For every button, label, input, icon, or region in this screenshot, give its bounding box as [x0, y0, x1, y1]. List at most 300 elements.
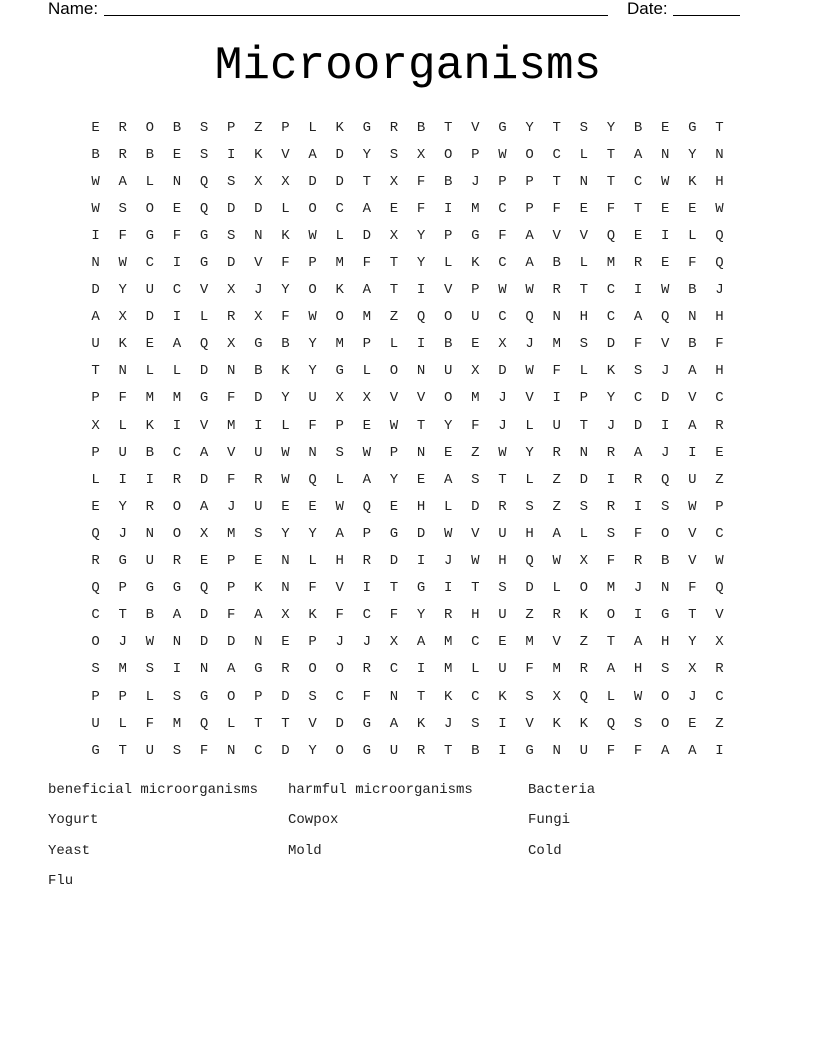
grid-cell: U: [254, 498, 263, 515]
grid-cell: C: [335, 688, 344, 705]
grid-cell: G: [335, 363, 344, 380]
grid-cell: U: [91, 336, 100, 353]
grid-cell: C: [715, 525, 724, 542]
grid-cell: S: [118, 200, 127, 217]
grid-cell: L: [199, 309, 209, 326]
grid-cell: T: [443, 119, 453, 136]
grid-cell: E: [715, 444, 724, 461]
grid-cell: T: [579, 417, 589, 434]
grid-cell: I: [633, 607, 643, 624]
grid-cell: L: [226, 715, 236, 732]
grid-cell: F: [606, 200, 616, 217]
grid-cell: O: [443, 390, 453, 407]
grid-cell: X: [199, 525, 209, 542]
grid-cell: V: [471, 525, 480, 542]
grid-cell: F: [118, 390, 127, 407]
grid-cell: P: [281, 119, 290, 136]
grid-cell: J: [498, 417, 507, 434]
grid-cell: O: [172, 498, 182, 515]
grid-cell: X: [91, 417, 100, 434]
grid-cell: N: [660, 580, 670, 597]
grid-cell: A: [525, 227, 534, 244]
grid-cell: T: [633, 200, 643, 217]
grid-cell: I: [633, 498, 643, 515]
grid-cell: U: [579, 742, 589, 759]
grid-cell: W: [471, 553, 480, 570]
grid-cell: T: [606, 173, 616, 190]
grid-cell: V: [335, 580, 344, 597]
grid-cell: D: [389, 553, 399, 570]
grid-cell: T: [118, 742, 127, 759]
grid-cell: K: [688, 173, 697, 190]
grid-cell: O: [226, 688, 236, 705]
grid-cell: A: [91, 309, 100, 326]
grid-cell: J: [226, 498, 236, 515]
grid-cell: M: [606, 255, 616, 272]
grid-cell: Y: [443, 417, 453, 434]
grid-cell: R: [362, 553, 372, 570]
grid-cell: X: [416, 146, 426, 163]
grid-cell: A: [633, 634, 643, 651]
grid-cell: M: [471, 390, 480, 407]
grid-cell: Q: [715, 255, 724, 272]
grid-cell: C: [606, 282, 616, 299]
grid-cell: B: [145, 607, 155, 624]
grid-cell: S: [633, 363, 643, 380]
grid-cell: Y: [281, 282, 290, 299]
grid-cell: U: [443, 363, 453, 380]
grid-cell: E: [443, 444, 453, 461]
grid-cell: F: [308, 580, 317, 597]
grid-cell: Y: [308, 742, 317, 759]
grid-cell: F: [226, 607, 236, 624]
grid-cell: F: [688, 255, 697, 272]
grid-cell: L: [579, 146, 589, 163]
word-list-item: beneficial microorganisms: [48, 782, 259, 798]
grid-cell: D: [335, 715, 344, 732]
grid-cell: P: [389, 444, 399, 461]
grid-cell: D: [471, 498, 480, 515]
grid-cell: F: [308, 417, 317, 434]
grid-cell: D: [633, 417, 643, 434]
grid-cell: G: [254, 336, 263, 353]
grid-cell: O: [525, 146, 534, 163]
grid-cell: I: [254, 417, 263, 434]
grid-cell: T: [715, 119, 724, 136]
grid-cell: B: [145, 146, 155, 163]
grid-cell: C: [633, 390, 643, 407]
grid-cell: Z: [254, 119, 263, 136]
grid-cell: G: [199, 390, 209, 407]
grid-cell: F: [633, 336, 643, 353]
grid-cell: I: [660, 227, 670, 244]
grid-cell: W: [443, 525, 453, 542]
grid-cell: O: [335, 742, 344, 759]
grid-cell: V: [281, 146, 290, 163]
grid-cell: N: [552, 742, 561, 759]
grid-cell: S: [471, 471, 480, 488]
grid-cell: A: [362, 471, 372, 488]
grid-cell: C: [172, 282, 182, 299]
grid-cell: N: [226, 742, 236, 759]
grid-cell: N: [416, 444, 426, 461]
grid-cell: F: [606, 553, 616, 570]
grid-cell: A: [118, 173, 127, 190]
grid-cell: M: [552, 661, 561, 678]
grid-cell: K: [281, 227, 290, 244]
grid-cell: J: [525, 336, 534, 353]
grid-cell: A: [389, 715, 399, 732]
grid-cell: E: [145, 336, 155, 353]
grid-cell: F: [389, 607, 399, 624]
grid-cell: T: [91, 363, 100, 380]
grid-cell: O: [91, 634, 100, 651]
grid-cell: H: [498, 553, 507, 570]
word-list-item: Bacteria: [528, 782, 596, 798]
grid-cell: X: [715, 634, 724, 651]
grid-cell: L: [389, 336, 399, 353]
grid-cell: S: [172, 742, 182, 759]
grid-cell: F: [281, 255, 290, 272]
grid-cell: V: [199, 417, 209, 434]
grid-cell: A: [308, 146, 317, 163]
grid-cell: I: [715, 742, 724, 759]
grid-cell: A: [226, 661, 236, 678]
grid-cell: B: [688, 336, 697, 353]
grid-cell: X: [552, 688, 561, 705]
grid-cell: H: [525, 525, 534, 542]
grid-cell: I: [416, 282, 426, 299]
grid-cell: S: [579, 336, 589, 353]
grid-cell: F: [226, 390, 236, 407]
grid-cell: L: [471, 661, 480, 678]
grid-cell: E: [308, 498, 317, 515]
grid-cell: Z: [471, 444, 480, 461]
grid-cell: Y: [688, 634, 697, 651]
grid-cell: K: [552, 715, 561, 732]
grid-cell: O: [443, 309, 453, 326]
grid-cell: H: [335, 553, 344, 570]
grid-cell: W: [145, 634, 155, 651]
grid-cell: V: [688, 553, 697, 570]
grid-cell: N: [416, 363, 426, 380]
grid-cell: O: [308, 200, 317, 217]
grid-cell: A: [362, 282, 372, 299]
grid-cell: G: [389, 525, 399, 542]
grid-cell: W: [281, 444, 290, 461]
grid-cell: U: [145, 742, 155, 759]
grid-cell: F: [145, 715, 155, 732]
grid-cell: I: [552, 390, 561, 407]
grid-cell: Y: [389, 471, 399, 488]
grid-cell: I: [688, 444, 697, 461]
grid-cell: D: [199, 634, 209, 651]
puzzle-title: Microorganisms: [214, 40, 602, 92]
word-list-item: Yogurt: [48, 812, 99, 829]
grid-cell: E: [660, 255, 670, 272]
grid-cell: S: [471, 715, 480, 732]
grid-cell: P: [498, 173, 507, 190]
grid-cell: W: [660, 173, 670, 190]
grid-cell: L: [688, 227, 697, 244]
grid-cell: O: [335, 661, 344, 678]
grid-cell: R: [362, 661, 372, 678]
grid-cell: G: [145, 580, 155, 597]
grid-cell: R: [606, 498, 616, 515]
grid-cell: E: [172, 200, 182, 217]
grid-cell: O: [606, 607, 616, 624]
grid-cell: A: [606, 661, 616, 678]
grid-cell: W: [552, 553, 561, 570]
grid-cell: A: [199, 498, 209, 515]
grid-cell: W: [498, 146, 507, 163]
grid-cell: I: [660, 417, 670, 434]
grid-cell: R: [145, 498, 155, 515]
grid-cell: C: [145, 255, 155, 272]
grid-cell: L: [145, 363, 155, 380]
grid-cell: W: [91, 200, 100, 217]
grid-cell: P: [443, 227, 453, 244]
grid-cell: D: [525, 580, 534, 597]
worksheet-header: [48, 0, 740, 20]
grid-cell: I: [172, 255, 182, 272]
grid-cell: X: [281, 173, 290, 190]
grid-cell: L: [525, 417, 534, 434]
grid-cell: A: [335, 525, 344, 542]
grid-cell: S: [254, 525, 263, 542]
grid-cell: T: [443, 742, 453, 759]
grid-cell: W: [118, 255, 127, 272]
grid-cell: R: [172, 553, 182, 570]
grid-cell: A: [688, 417, 697, 434]
grid-cell: P: [118, 688, 127, 705]
grid-cell: N: [254, 634, 263, 651]
grid-cell: R: [552, 444, 561, 461]
grid-cell: F: [525, 661, 534, 678]
grid-cell: W: [715, 553, 724, 570]
grid-cell: G: [91, 742, 100, 759]
grid-cell: S: [199, 119, 209, 136]
grid-cell: A: [552, 525, 561, 542]
grid-cell: U: [498, 607, 507, 624]
grid-cell: S: [498, 580, 507, 597]
grid-cell: C: [362, 607, 372, 624]
word-list-item: Yeast: [48, 842, 91, 859]
name-label: Name:: [48, 0, 99, 18]
grid-cell: E: [91, 119, 100, 136]
grid-cell: R: [172, 471, 182, 488]
grid-cell: U: [254, 444, 263, 461]
grid-cell: L: [579, 525, 589, 542]
grid-cell: C: [552, 146, 561, 163]
grid-cell: H: [715, 363, 724, 380]
grid-cell: L: [579, 363, 589, 380]
grid-cell: P: [254, 688, 263, 705]
grid-cell: P: [91, 390, 100, 407]
word-list: [48, 780, 768, 901]
grid-cell: W: [335, 498, 344, 515]
grid-cell: Y: [308, 525, 317, 542]
grid-cell: R: [606, 444, 616, 461]
grid-cell: Q: [199, 580, 209, 597]
grid-cell: A: [416, 634, 426, 651]
grid-cell: C: [498, 309, 507, 326]
grid-cell: S: [660, 661, 670, 678]
grid-cell: V: [308, 715, 317, 732]
grid-cell: S: [660, 498, 670, 515]
grid-cell: C: [715, 390, 724, 407]
grid-cell: L: [443, 498, 453, 515]
grid-cell: P: [335, 417, 344, 434]
grid-cell: V: [416, 390, 426, 407]
grid-cell: F: [606, 742, 616, 759]
grid-cell: R: [118, 146, 127, 163]
grid-cell: X: [335, 390, 344, 407]
grid-cell: O: [172, 525, 182, 542]
grid-cell: M: [226, 417, 236, 434]
grid-cell: Y: [688, 146, 697, 163]
grid-cell: U: [552, 417, 561, 434]
grid-cell: I: [362, 580, 372, 597]
grid-cell: R: [226, 309, 236, 326]
grid-cell: R: [281, 661, 290, 678]
grid-cell: W: [281, 471, 290, 488]
grid-cell: M: [443, 634, 453, 651]
grid-cell: E: [471, 336, 480, 353]
grid-cell: F: [416, 173, 426, 190]
grid-cell: X: [579, 553, 589, 570]
grid-cell: P: [471, 282, 480, 299]
grid-cell: X: [281, 607, 290, 624]
grid-cell: A: [443, 471, 453, 488]
grid-cell: J: [633, 580, 643, 597]
grid-cell: R: [118, 119, 127, 136]
grid-cell: U: [389, 742, 399, 759]
grid-cell: E: [389, 200, 399, 217]
grid-cell: G: [199, 227, 209, 244]
grid-cell: B: [91, 146, 100, 163]
grid-cell: B: [471, 742, 480, 759]
grid-cell: Q: [199, 173, 209, 190]
grid-cell: V: [525, 715, 534, 732]
grid-cell: Q: [660, 471, 670, 488]
grid-cell: L: [335, 471, 344, 488]
grid-cell: C: [254, 742, 263, 759]
grid-cell: C: [498, 200, 507, 217]
grid-cell: F: [362, 688, 372, 705]
grid-cell: D: [498, 363, 507, 380]
grid-cell: Q: [525, 309, 534, 326]
grid-cell: W: [389, 417, 399, 434]
grid-cell: J: [715, 282, 724, 299]
grid-cell: T: [362, 173, 372, 190]
grid-cell: I: [633, 282, 643, 299]
grid-cell: L: [308, 119, 317, 136]
grid-cell: V: [443, 282, 453, 299]
grid-cell: T: [471, 580, 480, 597]
word-list-item: Flu: [48, 872, 74, 889]
grid-cell: X: [389, 227, 399, 244]
grid-cell: D: [362, 227, 372, 244]
grid-cell: S: [199, 146, 209, 163]
grid-cell: K: [308, 607, 317, 624]
grid-cell: E: [281, 498, 290, 515]
grid-cell: E: [281, 634, 290, 651]
grid-cell: D: [606, 336, 616, 353]
grid-cell: U: [688, 471, 697, 488]
grid-cell: K: [145, 417, 155, 434]
date-blank-line: [673, 15, 740, 16]
grid-cell: E: [254, 553, 263, 570]
grid-cell: Y: [606, 119, 616, 136]
grid-cell: G: [362, 742, 372, 759]
grid-cell: J: [660, 444, 670, 461]
grid-cell: N: [199, 661, 209, 678]
grid-cell: N: [91, 255, 100, 272]
word-list-item: Cold: [528, 842, 562, 859]
grid-cell: T: [118, 607, 127, 624]
grid-cell: K: [281, 363, 290, 380]
grid-cell: V: [226, 444, 236, 461]
grid-cell: S: [308, 688, 317, 705]
grid-cell: G: [254, 661, 263, 678]
grid-cell: D: [199, 363, 209, 380]
grid-cell: X: [118, 309, 127, 326]
grid-cell: J: [118, 525, 127, 542]
grid-cell: S: [633, 715, 643, 732]
grid-cell: D: [199, 471, 209, 488]
grid-cell: P: [579, 390, 589, 407]
grid-cell: Q: [525, 553, 534, 570]
grid-cell: Y: [606, 390, 616, 407]
grid-cell: L: [308, 553, 317, 570]
grid-cell: I: [606, 471, 616, 488]
grid-cell: P: [308, 255, 317, 272]
grid-cell: X: [389, 634, 399, 651]
grid-cell: L: [145, 173, 155, 190]
grid-cell: E: [579, 200, 589, 217]
grid-cell: N: [688, 309, 697, 326]
grid-cell: S: [579, 498, 589, 515]
grid-cell: Q: [715, 227, 724, 244]
grid-cell: D: [254, 390, 263, 407]
grid-cell: D: [226, 255, 236, 272]
grid-cell: M: [172, 715, 182, 732]
grid-cell: R: [91, 553, 100, 570]
grid-cell: R: [552, 282, 561, 299]
grid-cell: V: [471, 119, 480, 136]
grid-cell: K: [471, 255, 480, 272]
grid-cell: H: [633, 661, 643, 678]
grid-cell: P: [226, 553, 236, 570]
grid-cell: A: [633, 309, 643, 326]
grid-cell: Q: [91, 580, 100, 597]
grid-cell: A: [172, 607, 182, 624]
grid-cell: E: [91, 498, 100, 515]
grid-cell: B: [443, 336, 453, 353]
grid-cell: M: [443, 661, 453, 678]
grid-cell: E: [688, 200, 697, 217]
grid-cell: Y: [308, 336, 317, 353]
grid-cell: E: [660, 200, 670, 217]
grid-cell: D: [199, 607, 209, 624]
grid-cell: W: [688, 498, 697, 515]
grid-cell: S: [172, 688, 182, 705]
grid-cell: P: [91, 444, 100, 461]
grid-cell: F: [688, 580, 697, 597]
grid-cell: N: [254, 227, 263, 244]
grid-cell: Q: [199, 336, 209, 353]
